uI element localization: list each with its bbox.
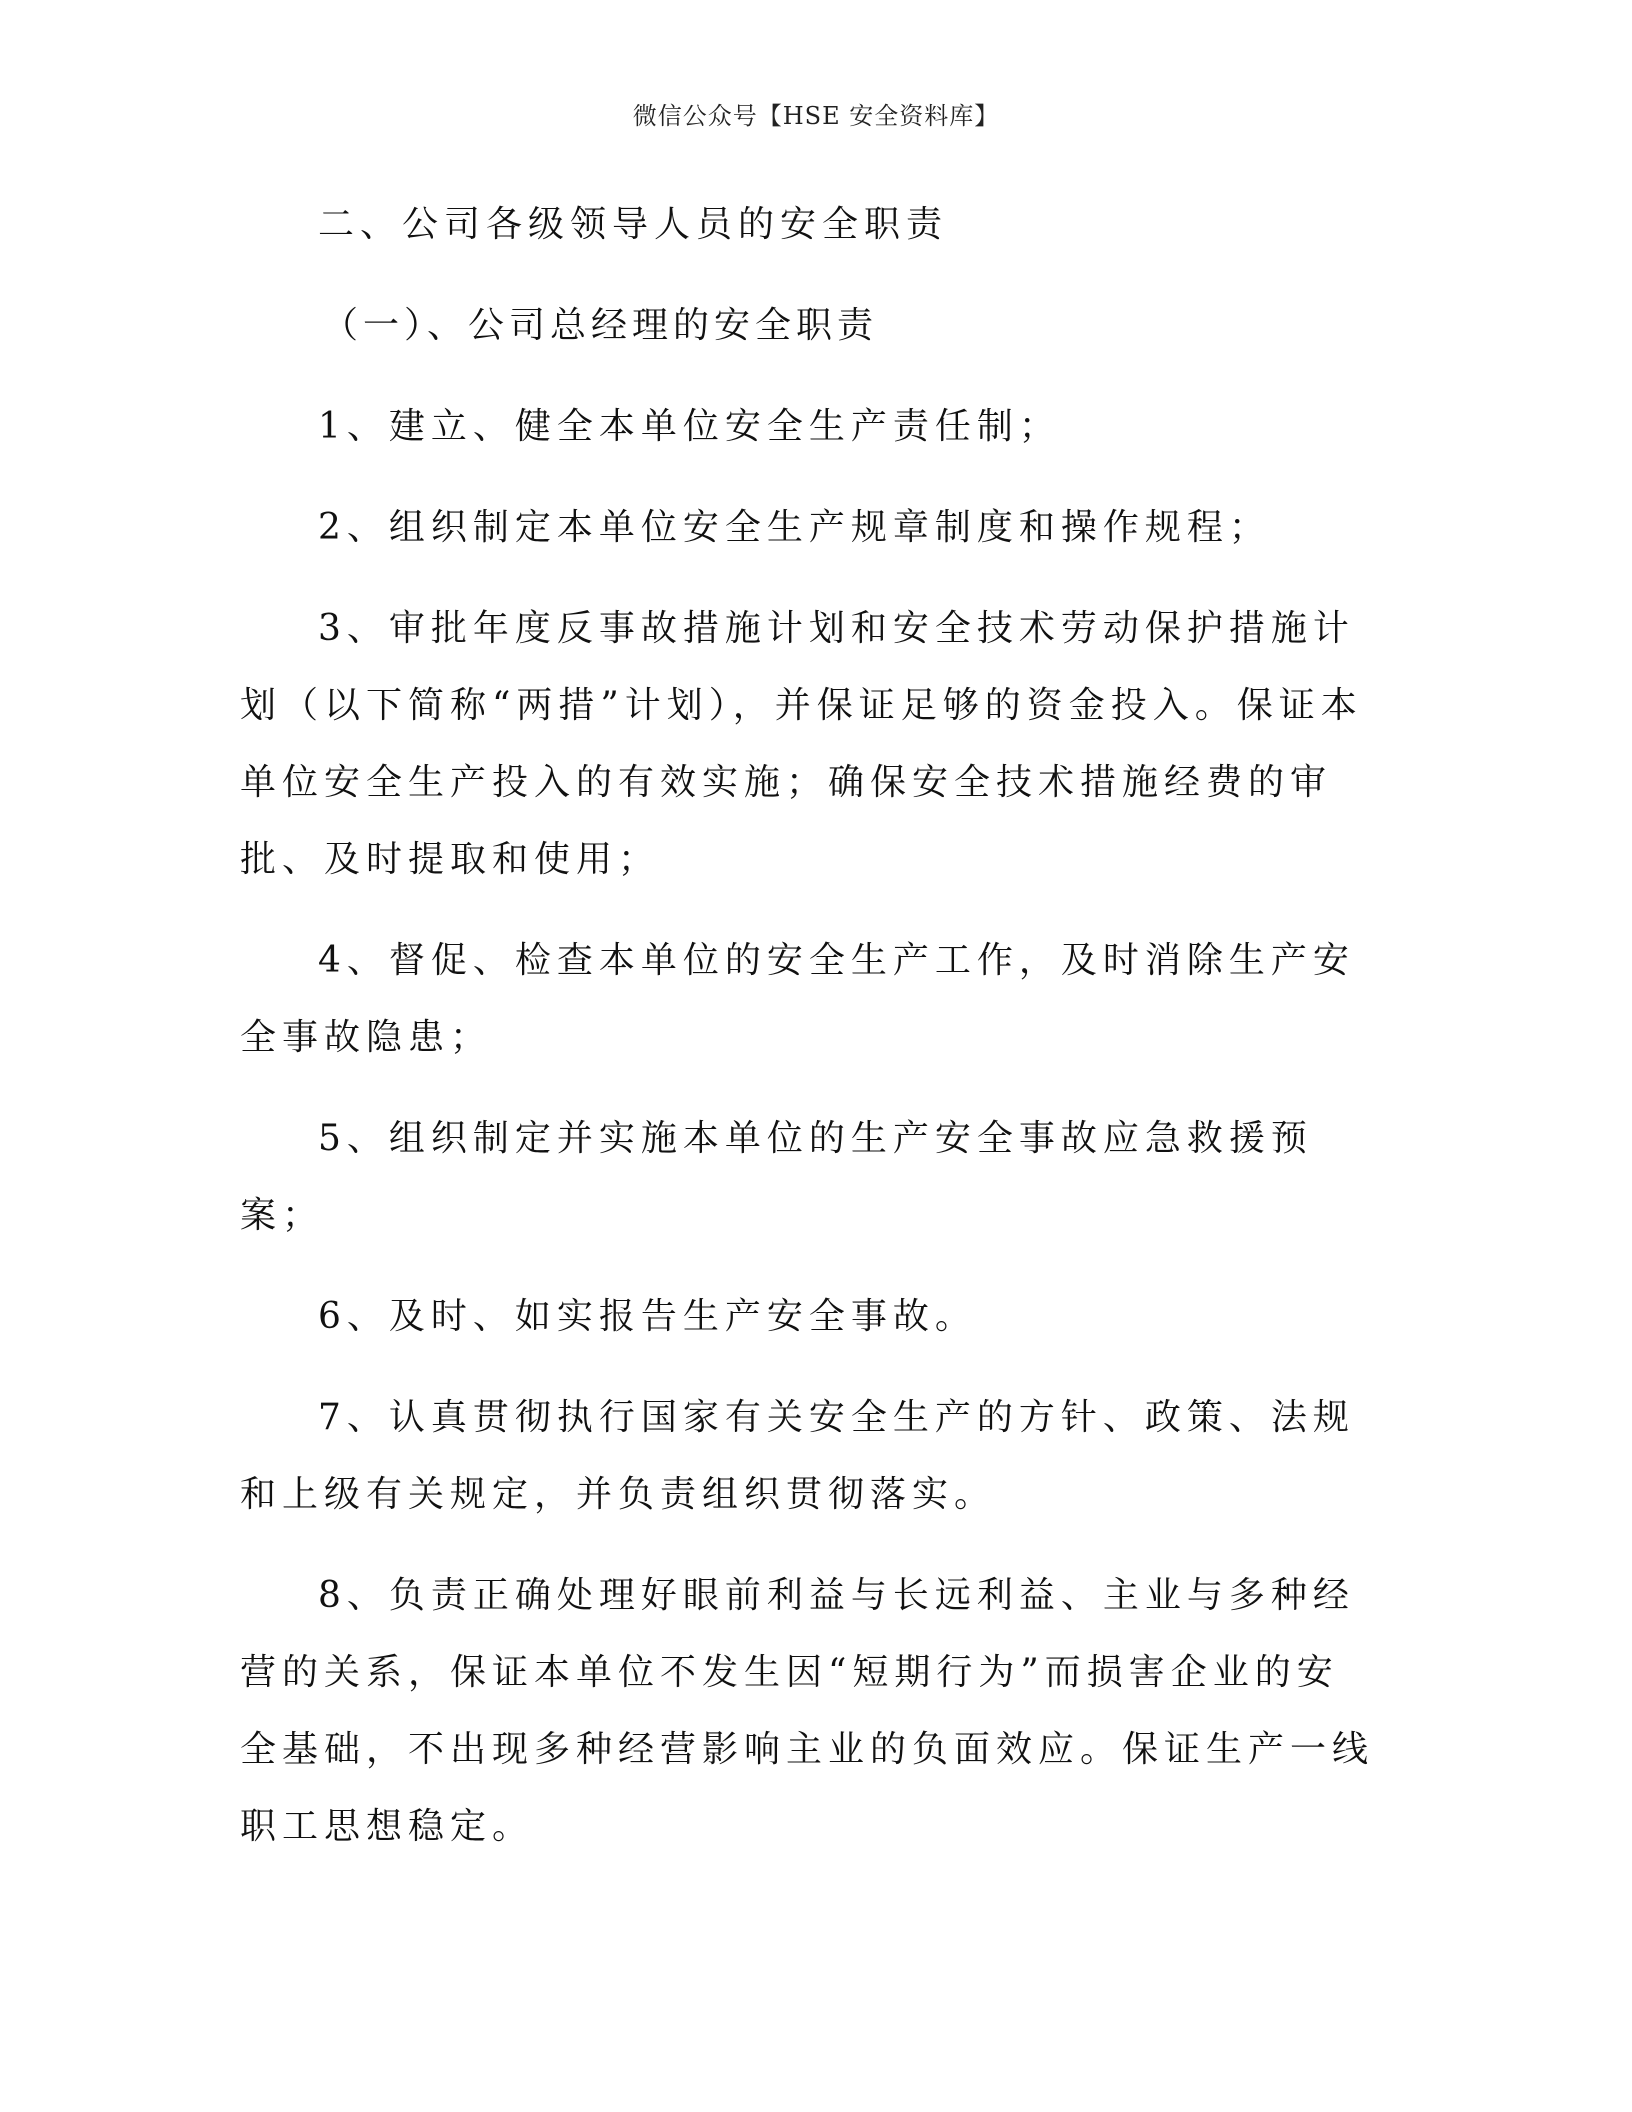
- subsection-title: （一）、公司总经理的安全职责: [322, 305, 879, 346]
- list-item: 6、及时、如实报告生产安全事故。: [318, 1296, 977, 1337]
- list-item: 2、组织制定本单位安全生产规章制度和操作规程；: [318, 507, 1271, 548]
- list-item: 3、审批年度反事故措施计划和安全技术劳动保护措施计划（以下简称“两措”计划），并保证足够的资金投入。保证本单位安全生产投入的有效实施；确保安全技术措施经费的审批、及时提取和使用；: [240, 608, 1363, 880]
- list-item: 4、督促、检查本单位的安全生产工作，及时消除生产安全事故隐患；: [240, 940, 1355, 1058]
- list-item: 5、组织制定并实施本单位的生产安全事故应急救援预案；: [240, 1118, 1313, 1236]
- list-item: 8、负责正确处理好眼前利益与长远利益、主业与多种经营的关系，保证本单位不发生因“短期行为”而损害企业的安全基础，不出现多种经营影响主业的负面效应。保证生产一线职工思想稳定。: [240, 1575, 1375, 1847]
- list-item: 1、建立、健全本单位安全生产责任制；: [318, 406, 1061, 447]
- section-title: 二、公司各级领导人员的安全职责: [318, 204, 949, 245]
- list-item: 7、认真贯彻执行国家有关安全生产的方针、政策、法规和上级有关规定，并负责组织贯彻落实。: [240, 1397, 1355, 1515]
- page-header: 微信公众号【HSE 安全资料库】: [632, 102, 1000, 130]
- document-body: [240, 186, 1380, 1889]
